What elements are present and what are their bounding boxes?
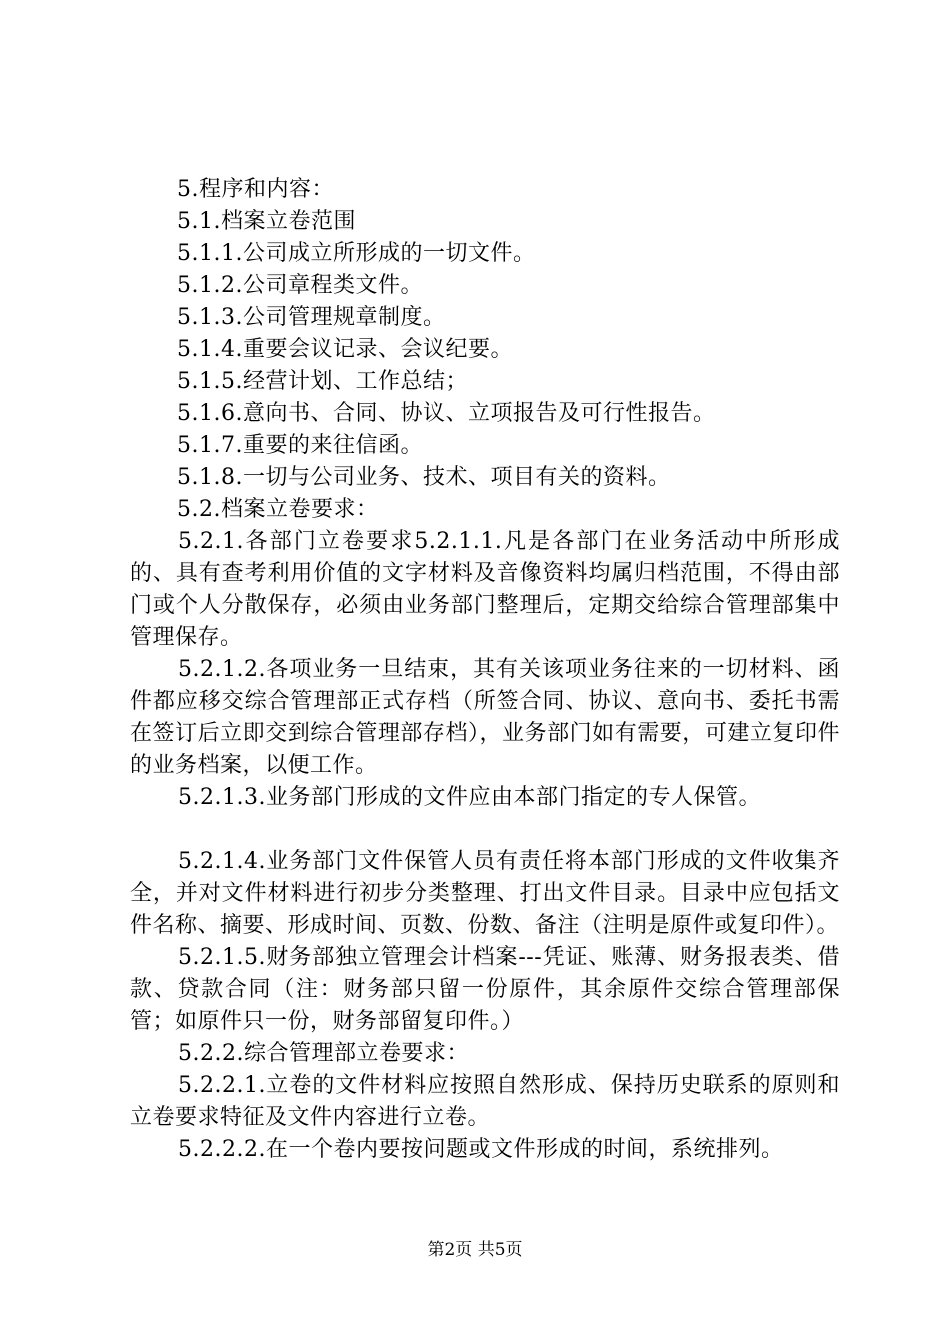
list-item: 5.1.6.意向书、合同、协议、立项报告及可行性报告。 — [177, 401, 716, 426]
list-item: 5.1.8.一切与公司业务、技术、项目有关的资料。 — [177, 465, 671, 490]
paragraph: 5.2.1.5.财务部独立管理会计档案---凭证、账薄、财务报表类、借款、贷款合同（注：财务部只留一份原件，其余原件交综合管理部保管；如原件只一份，财务部留复印件。） — [130, 945, 840, 1034]
subsection-heading: 5.2.档案立卷要求： — [177, 497, 379, 522]
paragraph: 5.2.2.2.在一个卷内要按问题或文件形成的时间，系统排列。 — [178, 1137, 784, 1162]
list-item: 5.1.7.重要的来往信函。 — [177, 433, 423, 458]
list-item: 5.1.3.公司管理规章制度。 — [177, 305, 446, 330]
paragraph: 5.2.1.各部门立卷要求5.2.1.1.凡是各部门在业务活动中所形成的、具有查考利用价值的文字材料及音像资料均属归档范围，不得由部门或个人分散保存，必须由业务部门整理后，定期交给综合管理部集中管理保存。 — [130, 529, 840, 650]
paragraph: 5.2.2.1.立卷的文件材料应按照自然形成、保持历史联系的原则和立卷要求特征及文件内容进行立卷。 — [130, 1073, 840, 1130]
subsection-heading: 5.1.档案立卷范围 — [177, 209, 356, 234]
paragraph: 5.2.1.2.各项业务一旦结束，其有关该项业务往来的一切材料、函件都应移交综合管理部正式存档（所签合同、协议、意向书、委托书需在签订后立即交到综合管理部存档），业务部门如有需要，可建立复印件的业务档案，以便工作。 — [130, 657, 840, 778]
page-number: 第2页 共5页 — [427, 1240, 523, 1260]
list-item: 5.1.4.重要会议记录、会议纪要。 — [177, 337, 513, 362]
paragraph: 5.2.1.4.业务部门文件保管人员有责任将本部门形成的文件收集齐全，并对文件材料进行初步分类整理、打出文件目录。目录中应包括文件名称、摘要、形成时间、页数、份数、备注（注明是原件或复印件）。 — [130, 849, 840, 938]
list-item: 5.1.5.经营计划、工作总结； — [177, 369, 468, 394]
paragraph: 5.2.2.综合管理部立卷要求： — [178, 1041, 469, 1066]
paragraph: 5.2.1.3.业务部门形成的文件应由本部门指定的专人保管。 — [178, 785, 761, 810]
list-item: 5.1.1.公司成立所形成的一切文件。 — [177, 241, 536, 266]
list-item: 5.1.2.公司章程类文件。 — [177, 273, 423, 298]
section-heading: 5.程序和内容： — [177, 177, 334, 202]
